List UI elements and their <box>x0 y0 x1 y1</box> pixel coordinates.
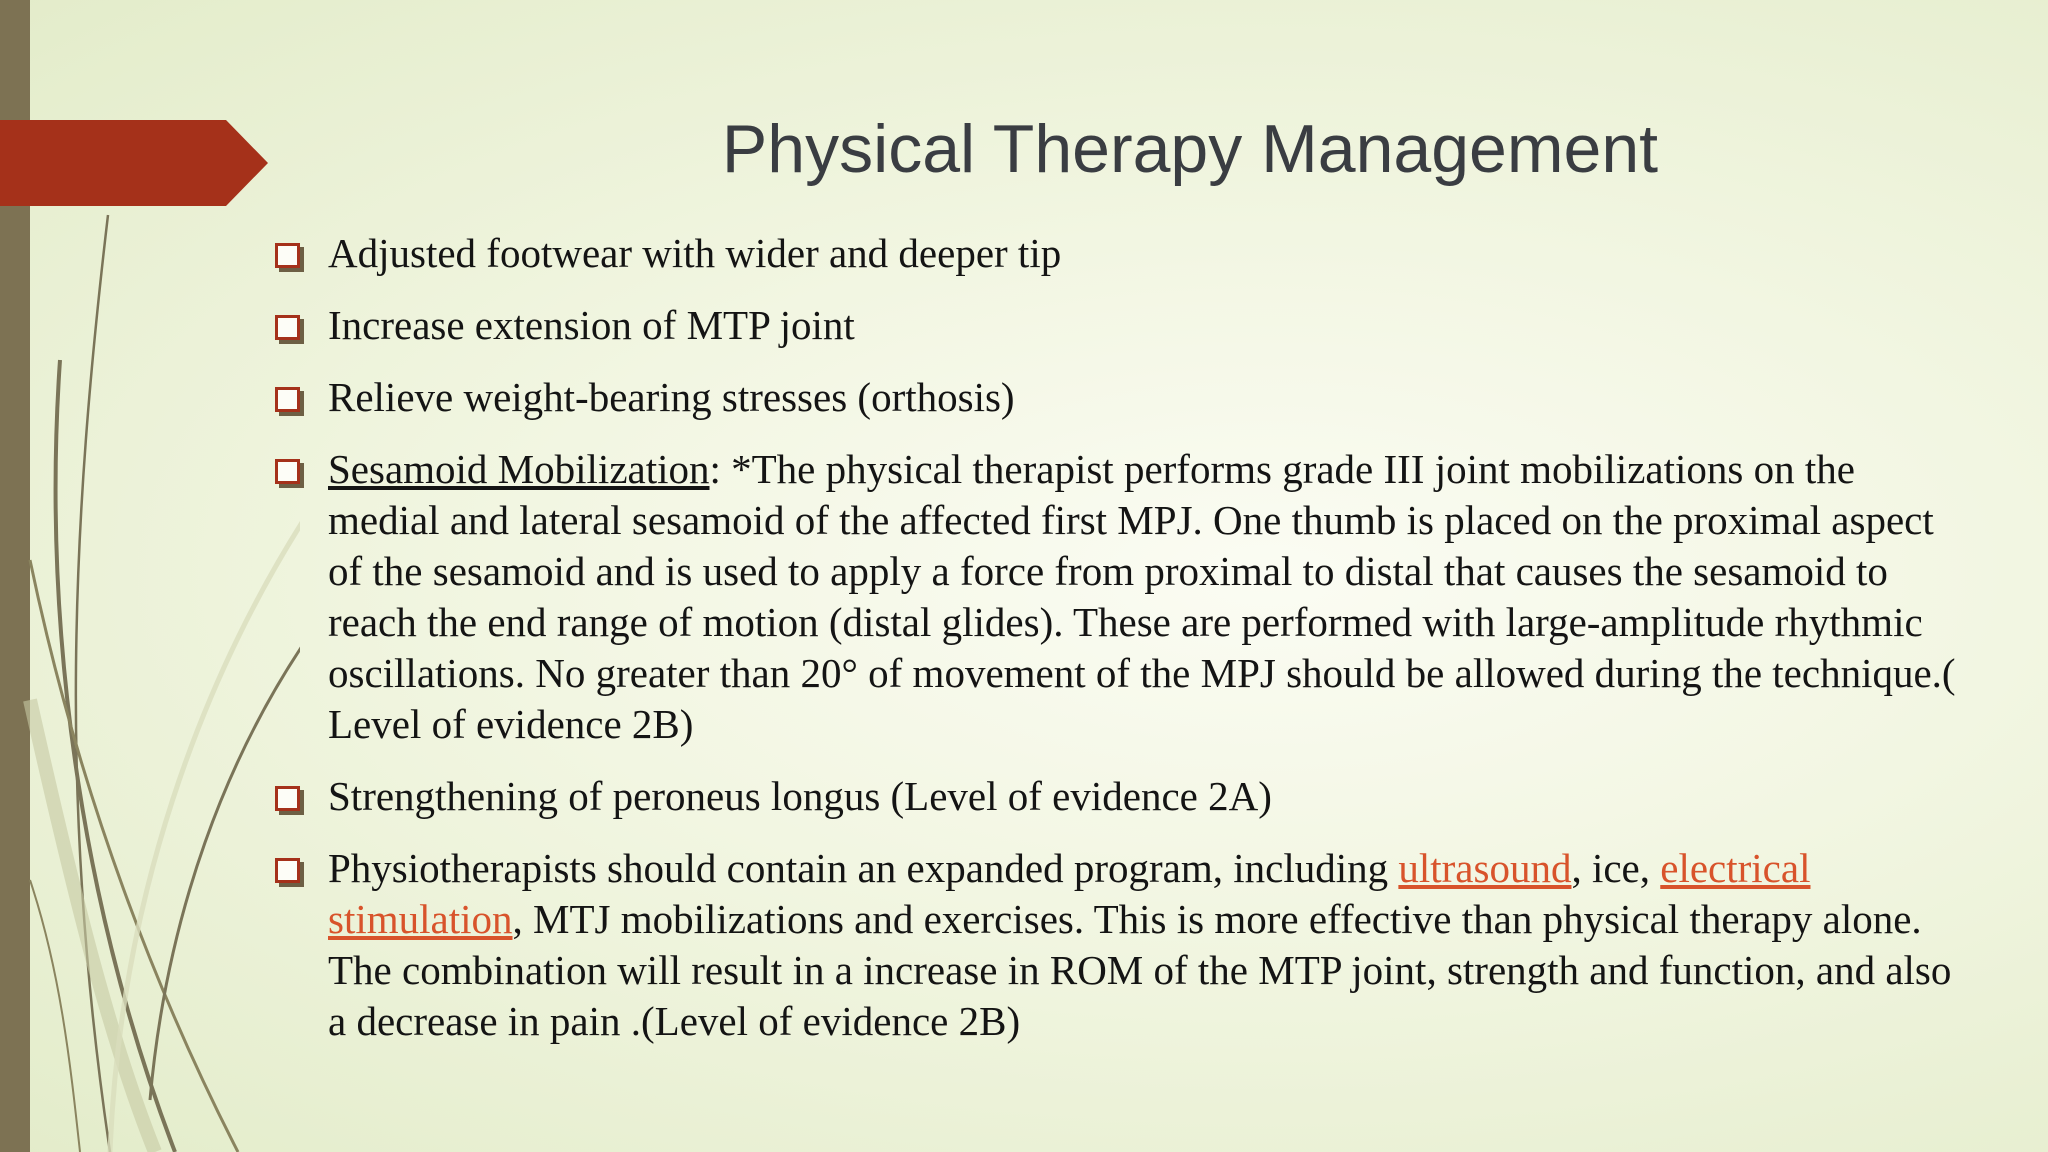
bullet-item-sesamoid-mobilization <box>272 444 1972 750</box>
bullet-text: Strengthening of peroneus longus (Level of evidence 2A) <box>328 773 1272 819</box>
square-checkbox-icon <box>275 243 300 268</box>
bullet-item-peroneus-longus <box>272 771 1972 822</box>
bullet-text: Increase extension of MTP joint <box>328 302 855 348</box>
square-checkbox-icon <box>275 315 300 340</box>
bullet-text: : *The physical therapist performs grade III joint mobilizations on the medial and lateral sesamoid of the affected first MPJ. One thumb is placed on the proximal aspect of the sesamoid and is used to apply a force from proximal to distal that causes the sesamoid to reach the end range of motion (distal glides). These are performed with large-amplitude rhythmic oscillations. No greater than 20° of movement of the MPJ should be allowed during the technique.( Level of evidence 2B) <box>328 446 1956 747</box>
electrical-stimulation-link[interactable]: electrical stimulation <box>328 845 1811 942</box>
bullet-item-footwear <box>272 228 1972 279</box>
bullet-list <box>272 228 1972 1068</box>
ultrasound-link[interactable]: ultrasound <box>1398 845 1572 891</box>
square-checkbox-icon <box>275 459 300 484</box>
title-accent-arrow <box>0 120 268 206</box>
square-checkbox-icon <box>275 786 300 811</box>
bullet-item-mtp-extension <box>272 300 1972 351</box>
bullet-text-part: , MTJ mobilizations and exercises. This is more effective than physical therapy alone. The combination will result in a increase in ROM of the MTP joint, strength and function, and also a decrease in pain .(Level of evidence 2B) <box>328 896 1952 1044</box>
square-checkbox-icon <box>275 387 300 412</box>
bullet-text: Relieve weight-bearing stresses (orthosis) <box>328 374 1015 420</box>
square-checkbox-icon <box>275 858 300 883</box>
bullet-text-part: , ice, <box>1571 845 1661 891</box>
bullet-item-weight-bearing <box>272 372 1972 423</box>
bullet-text-part: Physiotherapists should contain an expanded program, including <box>328 845 1399 891</box>
bullet-text: Adjusted footwear with wider and deeper tip <box>328 230 1062 276</box>
sesamoid-mobilization-heading: Sesamoid Mobilization <box>328 446 710 492</box>
bullet-item-expanded-program <box>272 843 1972 1047</box>
page-title: Physical Therapy Management <box>721 111 1659 187</box>
